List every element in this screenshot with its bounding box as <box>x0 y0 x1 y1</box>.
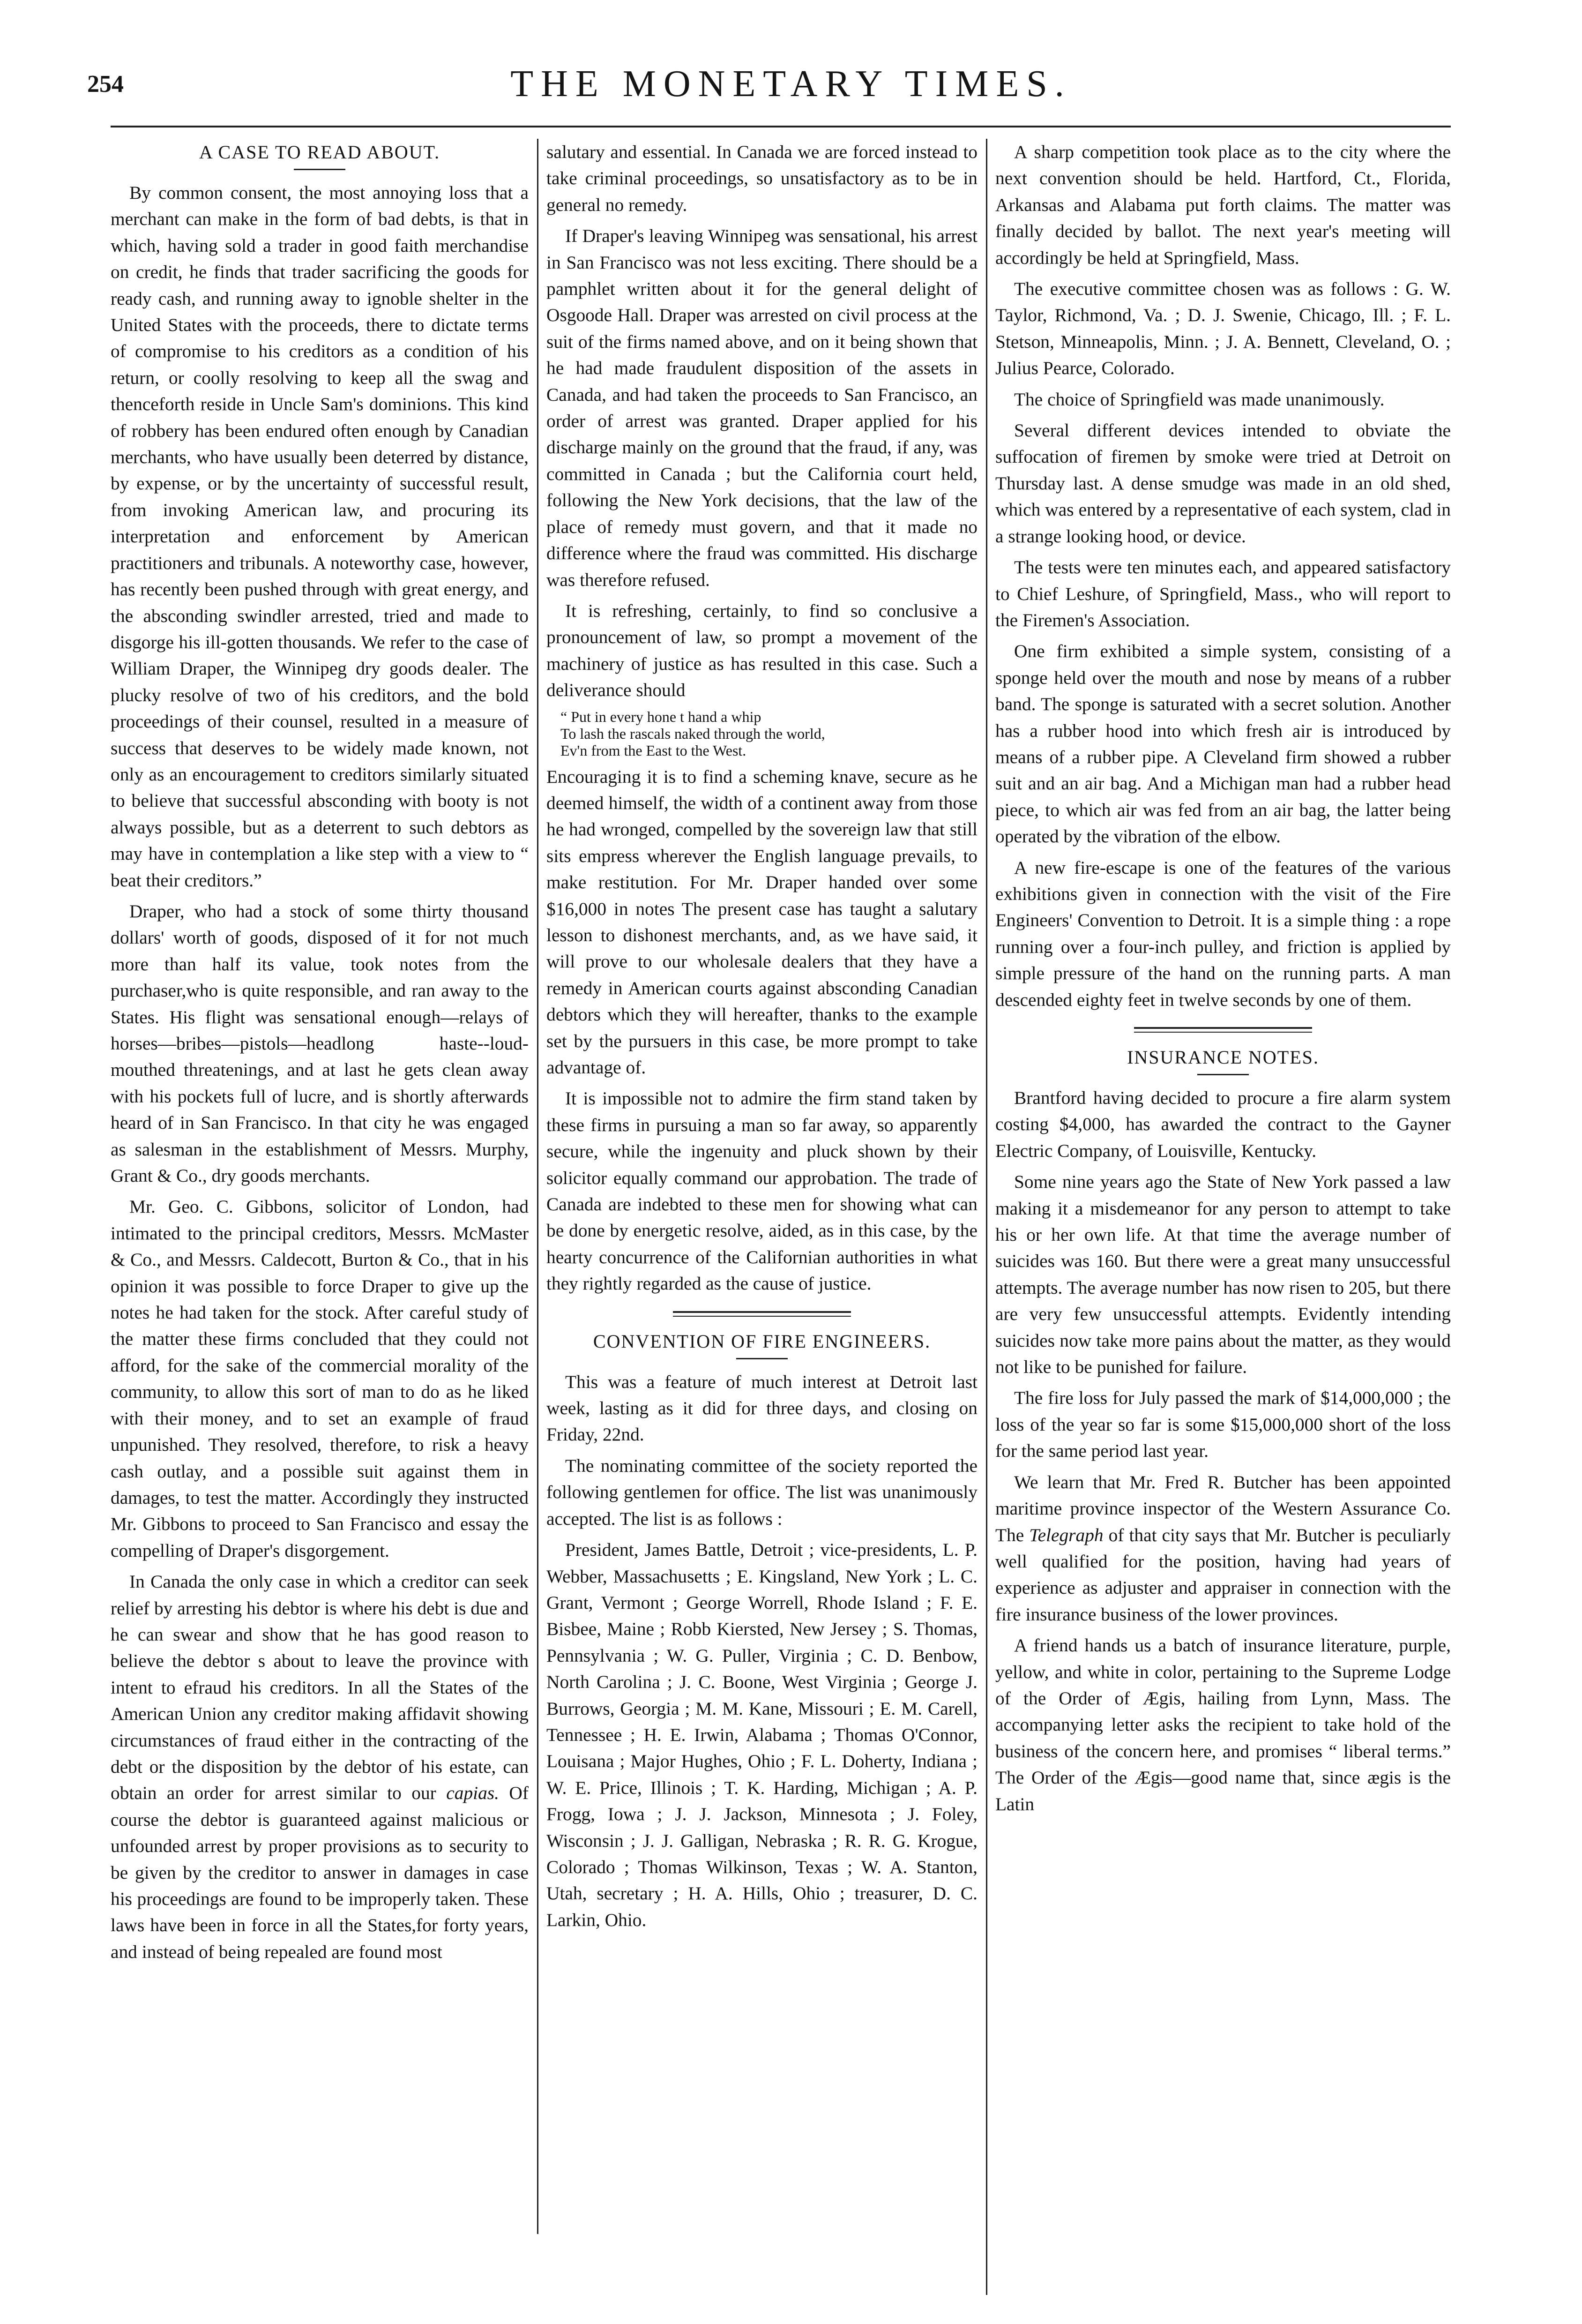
paragraph: If Draper's leaving Winnipeg was sensational, his arrest in San Francisco was not less exciting. There should be a pamphlet written about it for the general delight of Osgoode Hall. Draper was arrested on civil process at the suit of the firms named above, and on it being shown that he had made fraudulent disposition of the assets in Canada, and had taken the proceeds to San Francisco, an order of arrest was granted. Draper applied for his discharge mainly on the ground that the fraud, if any, was committed in Canada ; but the California court held, following the New York decisions, that the law of the place of remedy must govern, and that it made no difference where the fraud was committed. His discharge was therefore refused. <box>546 225 978 590</box>
verse-line: Ev'n from the East to the West. <box>560 742 746 759</box>
paragraph: This was a feature of much interest at Detroit last week, lasting as it did for three days, and closing on Friday, 22nd. <box>546 1371 978 1445</box>
paragraph: A friend hands us a batch of insurance literature, purple, yellow, and white in color, pertaining to the Supreme Lodge of the Order of Ægis, hailing from Lynn, Mass. The accompanying letter asks the recipient to take hold of the business of the concern here, and promises “ liberal terms.” The Order of the Ægis—good name that, since ægis is the Latin <box>995 1635 1451 1814</box>
paragraph: President, James Battle, Detroit ; vice-presidents, L. P. Webber, Massachusetts ; E. Kingsland, New York ; L. C. Grant, Vermont ; George Worrell, Rhode Island ; F. E. Bisbee, Maine ; Robb Kiersted, New Jersey ; S. Thomas, Pennsylvania ; W. G. Puller, Virginia ; C. D. Benbow, North Carolina ; J. C. Boone, West Virginia ; George J. Burrows, Georgia ; M. M. Kane, Missouri ; E. M. Carell, Tennessee ; H. E. Irwin, Alabama ; Thomas O'Connor, Louisana ; Major Hughes, Ohio ; F. L. Doherty, Indiana ; W. E. Price, Illinois ; T. K. Harding, Michigan ; A. P. Frogg, Iowa ; J. J. Jackson, Minnesota ; J. Foley, Wisconsin ; J. J. Galligan, Nebraska ; R. R. G. Krogue, Colorado ; Thomas Wilkinson, Texas ; W. A. Stanton, Utah, secretary ; H. A. Hills, Ohio ; treasurer, D. C. Larkin, Ohio. <box>546 1539 978 1930</box>
verse-quote <box>560 708 978 759</box>
paragraph: Brantford having decided to procure a fire alarm system costing $4,000, has awarded the contract to the Gayner Electric Company, of Louisville, Kentucky. <box>995 1087 1451 1161</box>
page-number: 254 <box>87 71 124 97</box>
masthead-title: THE MONETARY TIMES. <box>510 63 1072 105</box>
text-run: Of course the debtor is guaranteed against malicious or unfounded arrest by proper provisions as to security to be given by the creditor to answer in damages in case his proceedings are found to be improperly taken. These laws have been in force in all the States,for forty years, and instead of being repealed are found most <box>111 1783 529 1962</box>
paragraph: Mr. Geo. C. Gibbons, solicitor of London, had intimated to the principal creditors, Messrs. McMaster & Co., and Messrs. Caldecott, Burton & Co., that in his opinion it was possible to force Draper to give up the notes he had taken for the stock. After careful study of the matter these firms concluded that they could not afford, for the sake of the commercial morality of the community, to allow this sort of man to do as he liked with their money, and to set an example of fraud unpunished. They resolved, therefore, to risk a heavy cash outlay, and a possible suit against them in damages, to test the matter. Accordingly they instructed Mr. Gibbons to proceed to San Francisco and essay the compelling of Draper's disgorgement. <box>111 1196 529 1561</box>
paragraph: One firm exhibited a simple system, consisting of a sponge held over the mouth and nose by means of a rubber band. The sponge is saturated with a secret solution. Another has a rubber hood into which fresh air is introduced by means of a rubber pipe. A Cleveland firm showed a rubber suit and an air bag. And a Michigan man had a rubber head piece, to which air was fed from an air bag, the latter being operated by the vibration of the elbow. <box>995 641 1451 847</box>
heading-rule <box>1197 1074 1249 1075</box>
paragraph: The fire loss for July passed the mark of $14,000,000 ; the loss of the year so far is some $15,000,000 short of the loss for the same period last year. <box>995 1387 1451 1462</box>
column-1 <box>111 139 529 2295</box>
paragraph: Encouraging it is to find a scheming knave, secure as he deemed himself, the width of a continent away from those he had wronged, compelled by the sovereign law that still sits empress wherever the English language prevails, to make restitution. For Mr. Draper handed over some $16,000 in notes The present case has taught a salutary lesson to dishonest merchants, and, as we have said, it will prove to our wholesale dealers that they have a remedy in American courts against absconding Canadian debtors which they will hereafter, thanks to the example set by the pursuers in this case, be more prompt to take advantage of. <box>546 766 978 1078</box>
paragraph: Draper, who had a stock of some thirty thousand dollars' worth of goods, disposed of it for not much more than half its value, took notes from the purchaser,who is quite responsible, and ran away to the States. His flight was sensational enough—relays of horses—bribes—pistols—headlong haste--loud-mouthed threatenings, and at last he gets clean away with his pockets full of lucre, and is shortly afterwards heard of in San Francisco. In that city he was engaged as salesman in the establishment of Messrs. Murphy, Grant & Co., dry goods merchants. <box>111 900 529 1186</box>
paragraph: It is refreshing, certainly, to find so conclusive a pronouncement of law, so prompt a movement of the machinery of justice as has resulted in this case. Such a deliverance should <box>546 600 978 701</box>
verse-line: To lash the rascals naked through the world, <box>560 725 825 742</box>
paragraph: A sharp competition took place as to the city where the next convention should be held. Hartford, Ct., Florida, Arkansas and Alabama put forth claims. The matter was finally decided by ballot. The next year's meeting will accordingly be held at Springfield, Mass. <box>995 142 1451 268</box>
paragraph <box>995 1469 1451 1627</box>
paragraph: A new fire-escape is one of the features of the various exhibitions given in connection with the visit of the Fire Engineers' Convention to Detroit. It is a simple thing : a rope running over a four-inch pulley, and friction is applied by simple pressure of the hand on the running parts. A man descended eighty feet in twelve seconds by one of them. <box>995 857 1451 1010</box>
column-2 <box>546 139 978 2295</box>
article-heading-convention: CONVENTION OF FIRE ENGINEERS. <box>593 1330 931 1352</box>
paragraph-continued: salutary and essential. In Canada we are forced instead to take criminal proceedings, so unsatisfactory as to be in general no remedy. <box>546 142 978 215</box>
paragraph: The nominating committee of the society reported the following gentlemen for office. The list was unanimously accepted. The list is as follows : <box>546 1455 978 1529</box>
italic-term: capias. <box>446 1783 499 1804</box>
text-run: of that city says that Mr. Butcher is peculiarly well qualified for the position, having had years of experience as adjuster and appraiser in connection with the fire insurance business of the lower provinces. <box>995 1524 1451 1625</box>
section-divider <box>1134 1027 1312 1033</box>
italic-title: Telegraph <box>1029 1524 1104 1545</box>
paragraph: The executive committee chosen was as follows : G. W. Taylor, Richmond, Va. ; D. J. Swenie, Chicago, Ill. ; F. L. Stetson, Minneapolis, Minn. ; J. A. Bennett, Cleveland, O. ; Julius Pearce, Colorado. <box>995 278 1451 379</box>
article-heading-insurance: INSURANCE NOTES. <box>1127 1047 1319 1068</box>
text-run: We learn that Mr. Fred R. Butcher has been appointed maritime province inspector of the Western Assurance Co. The <box>995 1471 1451 1545</box>
paragraph: Several different devices intended to obviate the suffocation of firemen by smoke were tried at Detroit on Thursday last. A dense smudge was made in an old shed, which was entered by a representative of each system, clad in a strange looking hood, or device. <box>995 420 1451 547</box>
paragraph: Some nine years ago the State of New York passed a law making it a misdemeanor for any person to attempt to take his or her own life. At that time the average number of suicides was 160. But there were a great many unsuccessful attempts. The average number has now risen to 205, but there are very few unsuccessful attempts. Evidently intending suicides now take more pains about the matter, as they would not like to be punished for failure. <box>995 1171 1451 1378</box>
column-divider-2 <box>986 139 987 2295</box>
paragraph <box>111 1568 529 1965</box>
heading-rule <box>294 169 345 170</box>
paragraph: By common consent, the most annoying loss that a merchant can make in the form of bad debts, is that in which, having sold a trader in good faith merchandise on credit, he finds that trader sacrificing the goods for ready cash, and running away to ignoble shelter in the United States with the proceeds, there to dictate terms of compromise to his creditors as a condition of his return, or coolly resolving to keep all the swag and thenceforth reside in Uncle Sam's dominions. This kind of robbery has been endured often enough by Canadian merchants, who have usually been deterred by distance, by expense, or by the uncertainty of successful result, from invoking American law, and procuring its interpretation and enforcement by American practitioners and tribunals. A noteworthy case, however, has recently been pushed through with great energy, and the absconding swindler arrested, tried and made to disgorge his ill-gotten thousands. We refer to the case of William Draper, the Winnipeg dry goods dealer. The plucky resolve of two of his creditors, and the bold proceedings of their counsel, resulted in a measure of success that deserves to be widely made known, not only as an encouragement to creditors similarly situated to believe that successful absconding with booty is not always possible, but as a deterrent to such debtors as may have in contemplation a like step with a view to “ beat their creditors.” <box>111 182 529 891</box>
paragraph: The choice of Springfield was made unanimously. <box>1014 389 1385 410</box>
header-rule <box>111 126 1451 127</box>
text-run: In Canada the only case in which a creditor can seek relief by arresting his debtor is where his debt is due and he can swear and show that he has good reason to believe the debtor s about to leave the province with intent to efraud his creditors. In all the States of the American Union any creditor making affidavit showing circumstances of fraud either in the contracting of the debt or the disposition by the debtor of his estate, can obtain an order for arrest similar to our <box>111 1571 529 1804</box>
article-heading-case: A CASE TO READ ABOUT. <box>199 142 440 163</box>
verse-line: “ Put in every hone t hand a whip <box>560 708 761 725</box>
column-3 <box>995 139 1451 2295</box>
page-header <box>0 0 1582 112</box>
column-divider-1 <box>537 139 538 2234</box>
section-divider <box>673 1311 851 1317</box>
heading-rule <box>736 1358 788 1359</box>
paragraph: It is impossible not to admire the firm stand taken by these firms in pursuing a man so far away, so apparently secure, while the ingenuity and pluck shown by their solicitor equally command our approbation. The trade of Canada are indebted to these men for showing what can be done by energetic resolve, aided, as in this case, by the hearty concurrence of the Californian authorities in what they rightly regarded as the cause of justice. <box>546 1088 978 1294</box>
paragraph: The tests were ten minutes each, and appeared satisfactory to Chief Leshure, of Springfield, Mass., who will report to the Firemen's Association. <box>995 557 1451 630</box>
